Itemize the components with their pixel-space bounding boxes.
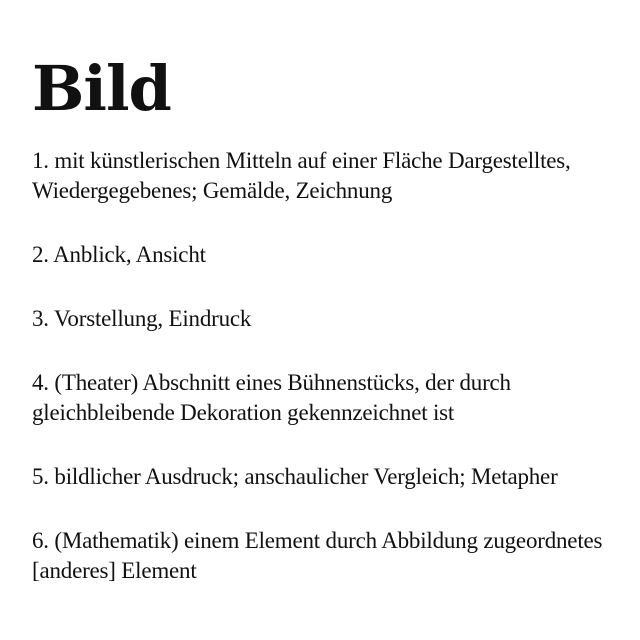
definition-2: 2. Anblick, Ansicht (32, 242, 206, 267)
definition-4: 4. (Theater) Abschnitt eines Bühnenstücks, der durch gleichbleibende Dekoration gekennzeichnet ist (32, 370, 511, 425)
definition-1: 1. mit künstlerischen Mitteln auf einer Fläche Dargestelltes, Wiedergegebenes; Gemälde, Zeichnung (32, 148, 571, 203)
definition-list (32, 146, 632, 586)
definition-5: 5. bildlicher Ausdruck; anschaulicher Vergleich; Metapher (32, 464, 558, 489)
definition-3: 3. Vorstellung, Eindruck (32, 306, 252, 331)
dictionary-entry (32, 52, 632, 586)
definition-6: 6. (Mathematik) einem Element durch Abbildung zugeordnetes [anderes] Element (32, 528, 603, 583)
headword: Bild (32, 52, 171, 125)
